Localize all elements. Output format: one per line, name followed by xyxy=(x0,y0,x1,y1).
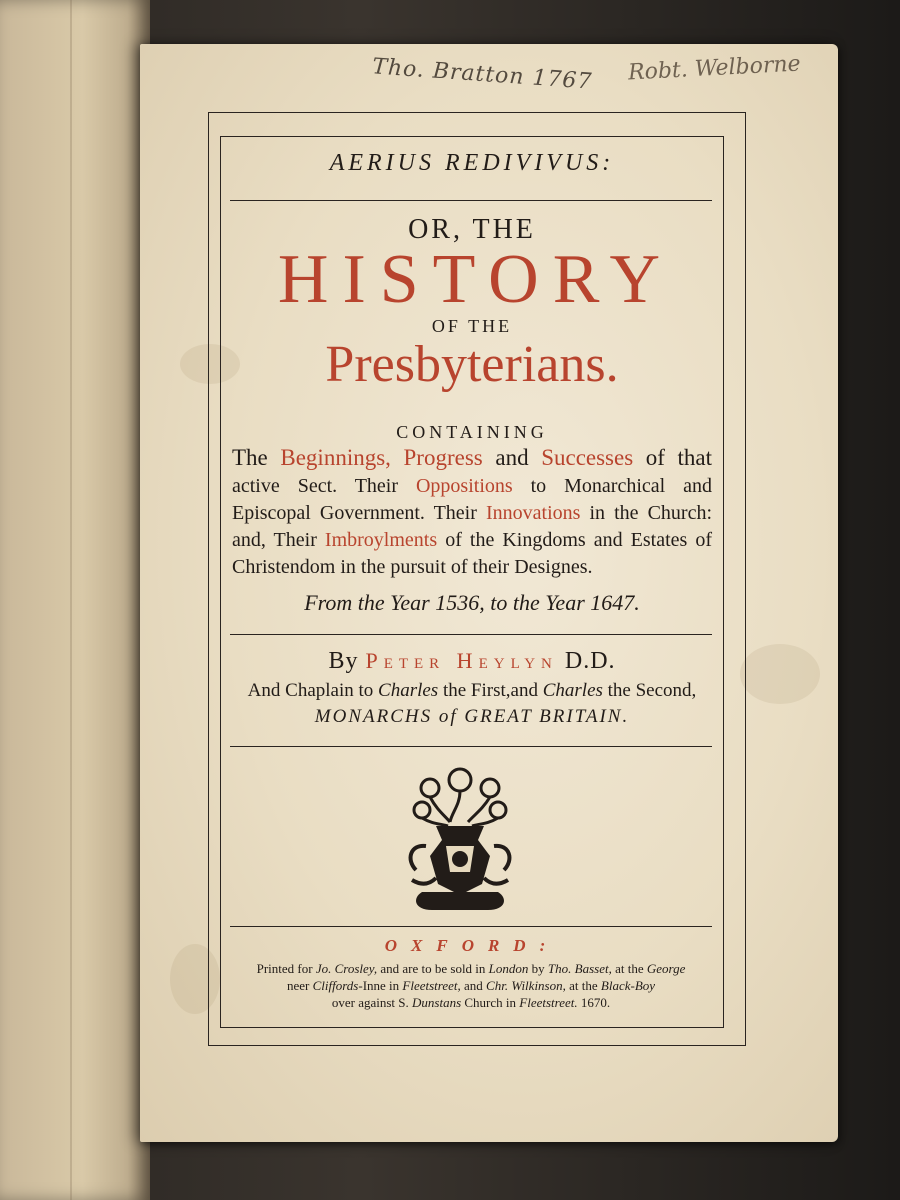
subtitle-or: OR, THE xyxy=(408,214,536,245)
divider-rule xyxy=(230,634,712,635)
handwritten-signature-left: Tho. Bratton 1767 xyxy=(371,54,594,95)
title-page xyxy=(140,44,838,1142)
divider-rule xyxy=(230,200,712,201)
subject-title: Presbyterians. xyxy=(325,336,619,393)
containing-heading: CONTAINING xyxy=(396,422,548,442)
flower-vase-woodcut-icon xyxy=(402,760,518,914)
author-line: By Peter Heylyn D.D. xyxy=(328,648,616,674)
main-title: HISTORY xyxy=(277,241,675,318)
divider-rule xyxy=(230,746,712,747)
date-range: From the Year 1536, to the Year 1647. xyxy=(304,590,640,615)
place-of-printing: OXFORD: xyxy=(384,936,560,955)
of-the: OF THE xyxy=(431,316,513,336)
handwritten-signature-right: Robt. Welborne xyxy=(627,51,802,86)
running-title: AERIUS REDIVIVUS: xyxy=(329,150,615,176)
divider-rule xyxy=(230,926,712,927)
description-text: The Beginnings, Progress and Successes of that active Sect. Their Oppositions to Monarchical and Episcopal Government. Their Innovations in the Church: and, Their Imbroylments of the Kingdoms and Estates of Christendom in the pursuit of their Designes. xyxy=(232,445,713,578)
chaplain-line: And Chaplain to Charles the First,and Charles the Second, xyxy=(247,680,697,701)
monarchs-line: MONARCHS of GREAT BRITAIN. xyxy=(314,706,630,727)
author-name: Peter Heylyn xyxy=(365,648,558,673)
imprint-text: Printed for Jo. Crosley, and are to be sold in London by Tho. Basset, at the George neer Cliffords-Inne in Fleetstreet, and Chr. Wilkinson, at the Black-Boy over against S. Dunstans Church in Fleetstreet. 1670. xyxy=(256,961,686,1010)
left-page-edge xyxy=(0,0,150,1200)
